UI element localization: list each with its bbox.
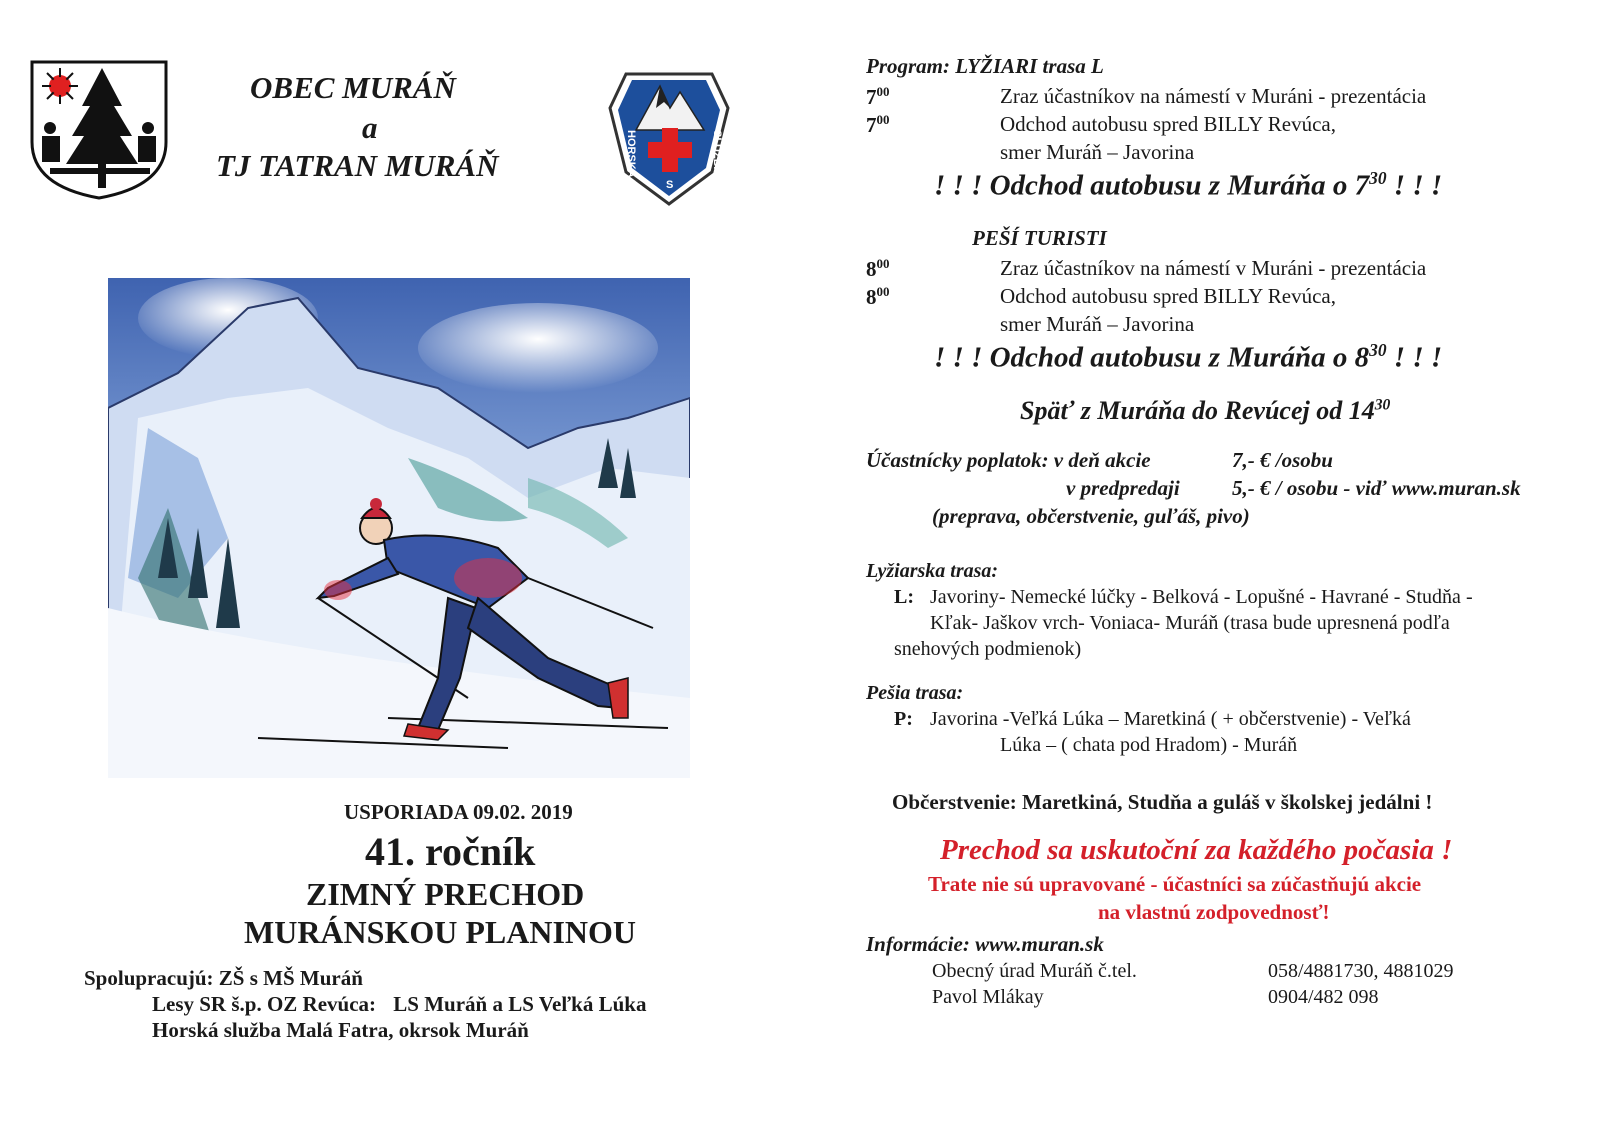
fee-includes: (preprava, občerstvenie, guľáš, pivo) <box>932 504 1250 528</box>
hike-route-heading: Pešia trasa: <box>866 682 964 704</box>
ski-route-line2: Kľak- Jaškov vrch- Voniaca- Muráň (trasa bude upresnená podľa <box>930 612 1450 634</box>
organized-label: USPORIADA <box>344 800 468 824</box>
skiers-time-1: $7^{00}$ <box>866 84 890 109</box>
org-line-club: TJ TATRAN MURÁŇ <box>216 148 499 183</box>
warning-trails: Trate nie sú upravované - účastníci sa zúčastňujú akcie <box>928 872 1422 896</box>
ski-route-line1: Javoriny- Nemecké lúčky - Belková - Lopušné - Havrané - Studňa - <box>930 586 1473 608</box>
contact-office-name: Obecný úrad Muráň č.tel. <box>932 960 1137 982</box>
organized-line <box>344 800 573 825</box>
partner-school: ZŠ s MŠ Muráň <box>218 966 363 990</box>
event-date: 09.02. 2019 <box>472 800 573 824</box>
fee-day-label: Účastnícky poplatok: v deň akcie <box>866 448 1151 472</box>
hike-route-line1: Javorina -Veľká Lúka – Maretkiná ( + občerstvenie) - Veľká <box>930 708 1411 730</box>
badge-text-right: SLUŽBA <box>711 130 723 175</box>
hikers-time-2: $8^{00}$ <box>866 284 890 309</box>
hikers-heading: PEŠÍ TURISTI <box>972 226 1107 250</box>
partner-forests: Lesy SR š.p. OZ Revúca: <box>152 992 377 1016</box>
skiers-item-2: Odchod autobusu spred BILLY Revúca, <box>1000 112 1336 136</box>
partner-rescue: Horská služba Malá Fatra, okrsok Muráň <box>152 1018 529 1042</box>
ski-route-line3: snehových podmienok) <box>894 638 1082 660</box>
fee-day-price: 7,- € /osobu <box>1232 448 1333 472</box>
skiers-item-2-cont: smer Muráň – Javorina <box>1000 140 1195 164</box>
hikers-item-2-cont: smer Muráň – Javorina <box>1000 312 1195 336</box>
hike-route-line2: Lúka – ( chata pod Hradom) - Muráň <box>1000 734 1298 756</box>
return-notice: Späť z Muráňa do Revúcej od $14^{30}$ <box>1020 396 1391 425</box>
contact-person-phone: 0904/482 098 <box>1268 986 1379 1008</box>
hikers-item-2: Odchod autobusu spred BILLY Revúca, <box>1000 284 1336 308</box>
ski-route-code: L: <box>894 586 914 608</box>
edition-title: 41. ročník <box>365 829 536 874</box>
program-heading: Program: LYŽIARI trasa L <box>866 54 1104 78</box>
skiers-time-2: $7^{00}$ <box>866 112 890 137</box>
mountain-rescue-badge <box>606 68 732 208</box>
org-line-and: a <box>362 110 378 145</box>
partners-line1 <box>84 966 363 991</box>
refreshment-notice: Občerstvenie: Maretkiná, Studňa a guláš v školskej jedálni ! <box>892 790 1433 814</box>
skiers-bus-notice: ! ! ! Odchod autobusu z Muráňa o $7^{30}$ ! ! ! <box>934 168 1443 202</box>
event-title-line1: ZIMNÝ PRECHOD <box>306 876 585 912</box>
fee-presale-label: v predpredaji <box>1066 476 1180 500</box>
skiers-item-1: Zraz účastníkov na námestí v Muráni - prezentácia <box>1000 84 1427 108</box>
badge-text-sep: S <box>666 179 674 191</box>
municipal-crest-emblem <box>28 58 170 200</box>
contact-office-phone: 058/4881730, 4881029 <box>1268 960 1454 982</box>
contact-person-name: Pavol Mlákay <box>932 986 1044 1008</box>
partners-line2 <box>152 992 646 1017</box>
fee-presale-price: 5,- € / osobu - viď www.muran.sk <box>1232 476 1521 500</box>
hikers-bus-notice: ! ! ! Odchod autobusu z Muráňa o $8^{30}$ ! ! ! <box>934 340 1443 374</box>
hikers-item-1: Zraz účastníkov na námestí v Muráni - prezentácia <box>1000 256 1427 280</box>
hikers-time-1: $8^{00}$ <box>866 256 890 281</box>
badge-text-left: HORSKÁ <box>625 130 637 178</box>
partner-forests-units: LS Muráň a LS Veľká Lúka <box>393 992 647 1016</box>
warning-responsibility: na vlastnú zodpovednosť! <box>1098 900 1330 924</box>
hike-route-code: P: <box>894 708 913 730</box>
info-heading: Informácie: www.muran.sk <box>866 932 1104 956</box>
skier-illustration <box>108 278 690 778</box>
partners-label: Spolupracujú: <box>84 966 214 990</box>
warning-weather: Prechod sa uskutoční za každého počasia ! <box>940 834 1453 866</box>
org-line-municipality: OBEC MURÁŇ <box>250 70 456 105</box>
ski-route-heading: Lyžiarska trasa: <box>866 560 999 582</box>
event-title-line2: MURÁNSKOU PLANINOU <box>244 914 636 950</box>
